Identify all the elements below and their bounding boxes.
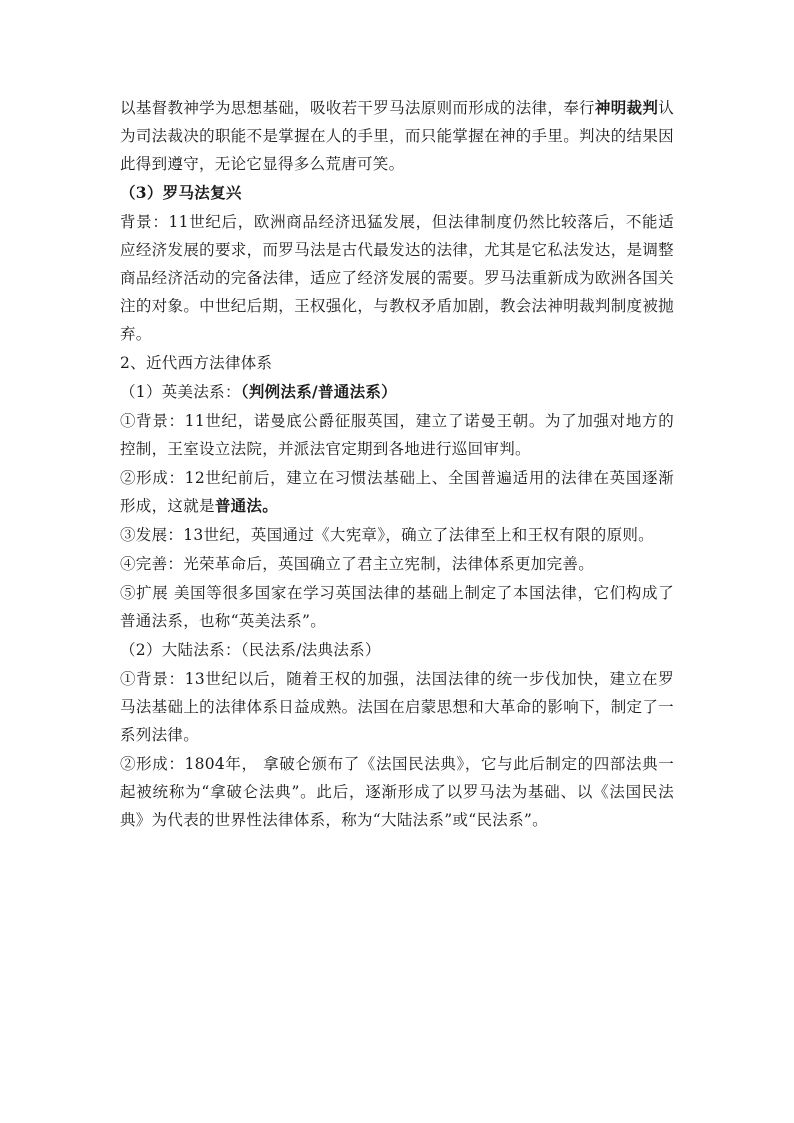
text-run: ③发展：13世纪，英国通过《大宪章》，确立了法律至上和王权有限的原则。 [120, 526, 654, 544]
paragraph-common-law-improvement [120, 550, 674, 578]
text-run: ②形成：1804年， 拿破仑颁布了《法国民法典》，它与此后制定的四部法典一起被统称为“拿破仑法典”。此后，逐渐形成了以罗马法为基础、以《法国民法典》为代表的世界性法律体系，称为“大陆法系”或“民法系”。 [120, 755, 674, 829]
text-run-bold: 普通法。 [214, 496, 279, 515]
heading-common-law [120, 378, 674, 406]
heading-text: 2、近代西方法律体系 [120, 354, 273, 372]
heading-civil-law [120, 636, 674, 664]
heading-roman-law-revival [120, 179, 674, 207]
heading-modern-western-law [120, 349, 674, 377]
text-run: 认为司法裁决的职能不是掌握在人的手里，而只能掌握在神的手里。判决的结果因此得到遵守，无论它显得多么荒唐可笑。 [120, 99, 674, 173]
paragraph-civil-law-background [120, 665, 674, 749]
text-run: ①背景：13世纪以后，随着王权的加强，法国法律的统一步伐加快，建立在罗马法基础上的法律体系日益成熟。法国在启蒙思想和大革命的影响下，制定了一系列法律。 [120, 670, 674, 744]
text-run: ⑤扩展 美国等很多国家在学习英国法律的基础上制定了本国法律，它们构成了普通法系，也称“英美法系”。 [120, 584, 674, 630]
paragraph-common-law-background [120, 407, 674, 463]
text-run: ④完善：光荣革命后，英国确立了君主立宪制，法律体系更加完善。 [120, 555, 595, 573]
paragraph-common-law-formation [120, 464, 674, 520]
paragraph-canon-law [120, 94, 674, 178]
text-run: （1）英美法系： [120, 383, 241, 401]
text-run-bold: 神明裁判 [594, 98, 659, 117]
text-run: ①背景：11世纪，诺曼底公爵征服英国，建立了诺曼王朝。为了加强对地方的控制，王室设立法院，并派法官定期到各地进行巡回审判。 [120, 412, 674, 458]
paragraph-common-law-expansion [120, 579, 674, 635]
heading-text: （2）大陆法系：（民法系/法典法系） [120, 641, 381, 659]
paragraph-civil-law-formation [120, 750, 674, 834]
paragraph-roman-law-background [120, 208, 674, 348]
text-run: 背景：11世纪后，欧洲商品经济迅猛发展，但法律制度仍然比较落后，不能适应经济发展的要求，而罗马法是古代最发达的法律，尤其是它私法发达，是调整商品经济活动的完备法律，适应了经济发展的需要。罗马法重新成为欧洲各国关注的对象。中世纪后期，王权强化，与教权矛盾加剧，教会法神明裁判制度被抛弃。 [120, 213, 674, 343]
paragraph-common-law-development [120, 521, 674, 549]
text-run-bold: （判例法系/普通法系） [240, 382, 397, 401]
text-run: 以基督教神学为思想基础，吸收若干罗马法原则而形成的法律，奉行 [120, 99, 595, 117]
heading-text: （3）罗马法复兴 [120, 183, 242, 202]
text-run: ②形成：12世纪前后，建立在习惯法基础上、全国普遍适用的法律在英国逐渐形成，这就是 [120, 469, 674, 515]
